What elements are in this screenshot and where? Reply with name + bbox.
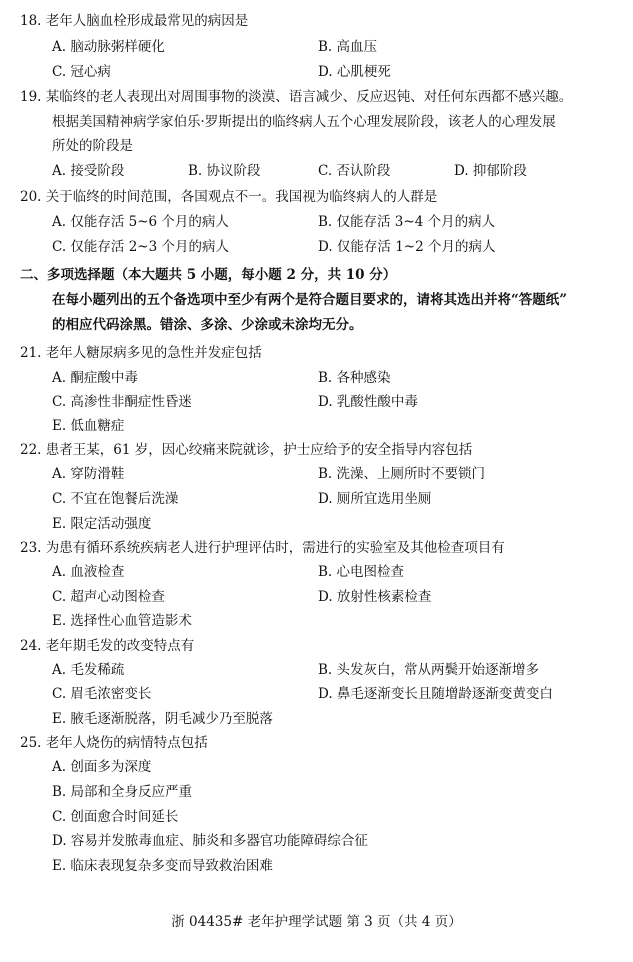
question-24-option-e: E. 腋毛逐渐脱落，阴毛减少乃至脱落 xyxy=(52,711,273,727)
question-20-option-a: A. 仅能存活 5~6 个月的病人 xyxy=(52,214,229,230)
question-22-option-c: C. 不宜在饱餐后洗澡 xyxy=(52,491,179,507)
page-footer: 浙 04435# 老年护理学试题 第 3 页（共 4 页） xyxy=(171,914,462,930)
question-19-option-d: D. 抑郁阶段 xyxy=(454,163,527,179)
question-19-option-a: A. 接受阶段 xyxy=(52,163,125,179)
question-21-option-d: D. 乳酸性酸中毒 xyxy=(318,394,418,410)
section-2-title: 二、多项选择题（本大题共 5 小题，每小题 2 分，共 10 分） xyxy=(20,267,397,283)
question-24-option-a: A. 毛发稀疏 xyxy=(52,662,125,678)
question-24-option-c: C. 眉毛浓密变长 xyxy=(52,686,152,702)
question-25-option-b: B. 局部和全身反应严重 xyxy=(52,784,193,800)
question-22-option-d: D. 厕所宜选用坐厕 xyxy=(318,491,432,507)
section-2-instruction-line2: 的相应代码涂黑。错涂、多涂、少涂或未涂均无分。 xyxy=(52,317,363,333)
question-23-option-a: A. 血液检查 xyxy=(52,564,125,580)
question-25-stem: 25. 老年人烧伤的病情特点包括 xyxy=(20,735,208,751)
question-19-stem-line2: 根据美国精神病学家伯乐·罗斯提出的临终病人五个心理发展阶段，该老人的心理发展 xyxy=(52,114,556,130)
question-20-option-d: D. 仅能存活 1~2 个月的病人 xyxy=(318,239,496,255)
question-21-option-e: E. 低血糖症 xyxy=(52,418,125,434)
question-23-option-e: E. 选择性心血管造影术 xyxy=(52,613,192,629)
question-21-stem: 21. 老年人糖尿病多见的急性并发症包括 xyxy=(20,345,262,361)
question-18-option-a: A. 脑动脉粥样硬化 xyxy=(52,39,165,55)
question-21-option-a: A. 酮症酸中毒 xyxy=(52,370,138,386)
section-2-instruction-line1: 在每小题列出的五个备选项中至少有两个是符合题目要求的，请将其选出并将“答题纸” xyxy=(52,292,568,308)
question-24-option-b: B. 头发灰白，常从两鬓开始逐渐增多 xyxy=(318,662,540,678)
question-22-option-e: E. 限定活动强度 xyxy=(52,516,152,532)
question-18-option-c: C. 冠心病 xyxy=(52,64,111,80)
question-25-option-a: A. 创面多为深度 xyxy=(52,759,152,775)
question-22-option-a: A. 穿防滑鞋 xyxy=(52,466,125,482)
question-22-option-b: B. 洗澡、上厕所时不要锁门 xyxy=(318,466,486,482)
question-25-option-c: C. 创面愈合时间延长 xyxy=(52,809,179,825)
question-23-stem: 23. 为患有循环系统疾病老人进行护理评估时，需进行的实验室及其他检查项目有 xyxy=(20,540,505,556)
question-18-option-b: B. 高血压 xyxy=(318,39,378,55)
question-23-option-d: D. 放射性核素检查 xyxy=(318,589,432,605)
question-23-option-c: C. 超声心动图检查 xyxy=(52,589,165,605)
question-20-stem: 20. 关于临终的时间范围，各国观点不一。我国视为临终病人的人群是 xyxy=(20,189,438,205)
question-23-option-b: B. 心电图检查 xyxy=(318,564,405,580)
question-18-option-d: D. 心肌梗死 xyxy=(318,64,391,80)
question-25-option-d: D. 容易并发脓毒血症、肺炎和多器官功能障碍综合征 xyxy=(52,833,368,849)
question-18-stem: 18. 老年人脑血栓形成最常见的病因是 xyxy=(20,13,249,29)
question-25-option-e: E. 临床表现复杂多变而导致救治困难 xyxy=(52,858,273,874)
question-20-option-b: B. 仅能存活 3~4 个月的病人 xyxy=(318,214,496,230)
question-22-stem: 22. 患者王某，61 岁，因心绞痛来院就诊，护士应给予的安全指导内容包括 xyxy=(20,442,473,458)
question-20-option-c: C. 仅能存活 2~3 个月的病人 xyxy=(52,239,230,255)
question-19-stem-line3: 所处的阶段是 xyxy=(52,138,133,154)
question-19-option-c: C. 否认阶段 xyxy=(318,163,391,179)
question-19-option-b: B. 协议阶段 xyxy=(188,163,261,179)
question-21-option-c: C. 高渗性非酮症性昏迷 xyxy=(52,394,192,410)
question-21-option-b: B. 各种感染 xyxy=(318,370,391,386)
question-24-option-d: D. 鼻毛逐渐变长且随增龄逐渐变黄变白 xyxy=(318,686,553,702)
question-24-stem: 24. 老年期毛发的改变特点有 xyxy=(20,638,195,654)
question-19-stem-line1: 19. 某临终的老人表现出对周围事物的淡漠、语言减少、反应迟钝、对任何东西都不感兴趣。 xyxy=(20,89,573,105)
